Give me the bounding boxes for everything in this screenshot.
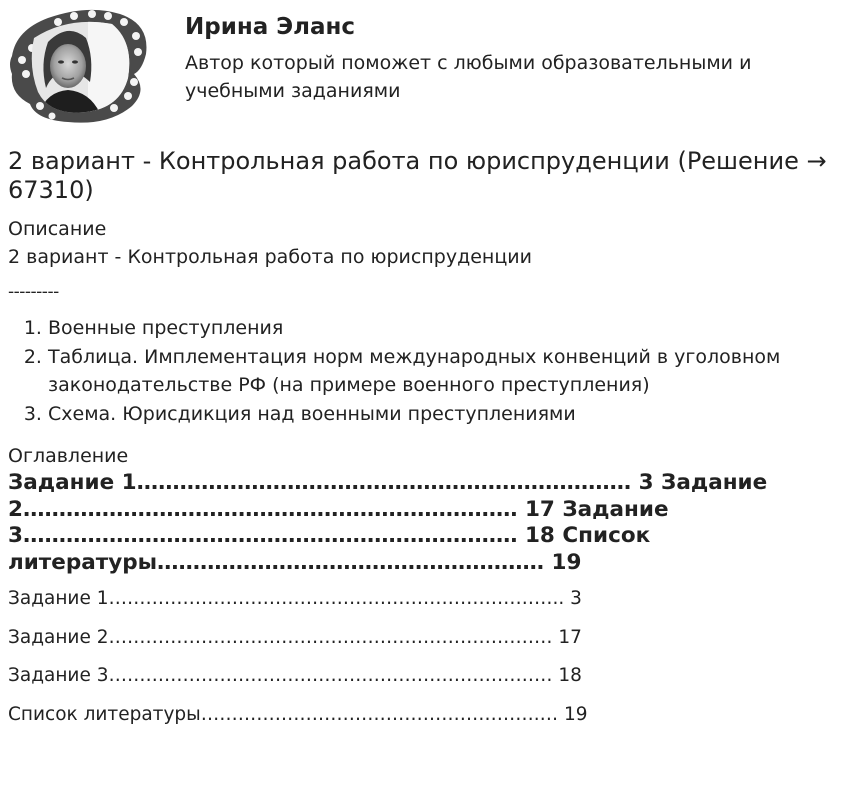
toc-entry: Задание 2……………………………………………………………… 17 [8,626,582,648]
task-list [8,314,838,428]
description-label: Описание [8,218,107,240]
document-content [8,147,838,734]
toc-entry: Список литературы……………………………………………….… 19 [8,703,588,725]
arrow-right-icon: → [806,147,827,175]
task-item: 1. Военные преступления [48,314,838,343]
title-suffix: 67310) [8,176,94,204]
author-description: Автор который поможет с любыми образовательными и учебными заданиями [185,52,752,102]
description-text: 2 вариант - Контрольная работа по юриспруденции [8,246,532,268]
author-card [8,8,838,128]
separator-line: --------- [8,282,59,302]
toc-bold-entry: Задание 3…………………………………………………………… 18 [8,496,669,548]
toc-bold-block [8,470,838,576]
title-text: 2 вариант - Контрольная работа по юриспруденции (Решение [8,147,807,175]
toc-bold-entry: Задание 2…………………………………………………………… 17 [8,470,768,522]
toc-bold-entry: Список литературы……………………………………………… 19 [8,523,651,575]
author-avatar[interactable] [8,8,150,126]
task-item: 3. Схема. Юрисдикция над военными преступлениями [48,400,838,429]
task-item: 2. Таблица. Имплементация норм международных конвенций в уголовном законодательстве РФ (на примере военного преступления) [48,343,838,400]
toc-bold-entry: Задание 1…………………………………………………………… 3 [8,470,654,495]
film-frame-avatar-icon [8,8,150,126]
toc-entry: Задание 1……………………………………………………………….. 3 [8,588,582,609]
toc-label: Оглавление [8,445,129,467]
author-name[interactable]: Ирина Эланс [185,14,356,40]
toc-entry: Задание 3……………………………………………………………… 18 [8,665,582,686]
toc-plain-list [8,580,838,734]
document-title [8,147,838,205]
